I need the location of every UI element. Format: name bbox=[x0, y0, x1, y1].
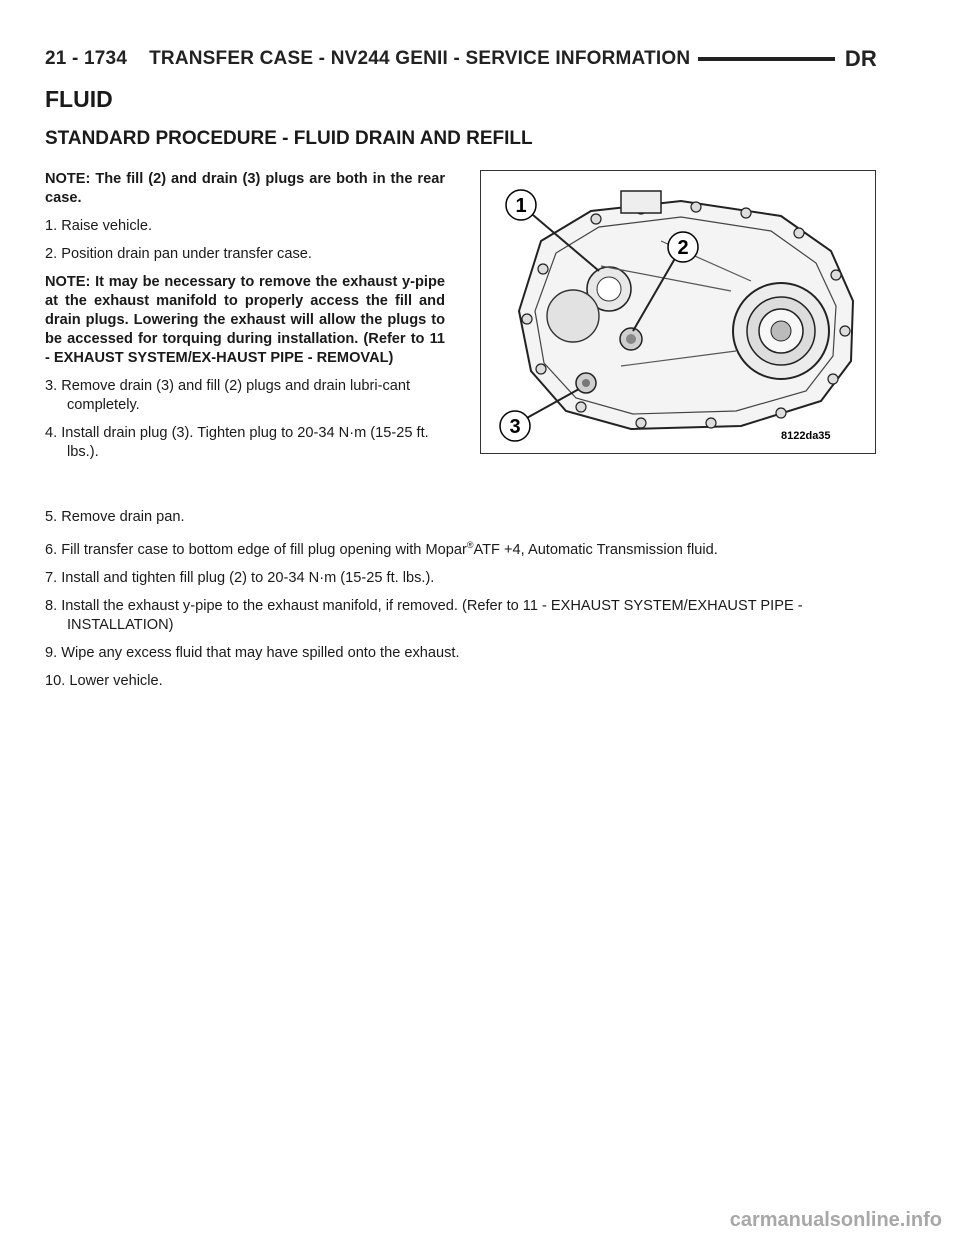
callout-1: 1 bbox=[515, 195, 527, 217]
watermark: carmanualsonline.info bbox=[729, 1209, 942, 1231]
step-3: 3. Remove drain (3) and fill (2) plugs and drain lubri-cant completely. bbox=[45, 378, 411, 413]
step-8: 8. Install the exhaust y-pipe to the exhaust manifold, if removed. (Refer to 11 - EXHAUST SYSTEM/EXHAUST PIPE - INSTALLATION) bbox=[45, 597, 803, 633]
callout-2: 2 bbox=[677, 237, 689, 259]
subsection-title: STANDARD PROCEDURE - FLUID DRAIN AND REFILL bbox=[45, 128, 533, 149]
page-number: 21 - 1734 bbox=[45, 48, 128, 69]
note-exhaust: NOTE: It may be necessary to remove the exhaust y-pipe at the exhaust manifold to properly access the fill and drain plugs. Lowering the exhaust will allow the plugs to be accessed for torquing during installation. (Refer to 11 - EXHAUST SYSTEM/EX-HAUST PIPE - REMOVAL) bbox=[45, 274, 445, 366]
note-plugs: NOTE: The fill (2) and drain (3) plugs are both in the rear case. bbox=[45, 171, 445, 206]
step-10: 10. Lower vehicle. bbox=[45, 672, 163, 689]
callout-3: 3 bbox=[509, 416, 521, 438]
step-1: 1. Raise vehicle. bbox=[45, 218, 153, 234]
registered-mark: ® bbox=[466, 540, 474, 550]
page-header bbox=[45, 44, 877, 74]
header-rule bbox=[698, 57, 835, 61]
header-code: DR bbox=[844, 46, 877, 71]
transfer-case-drawing bbox=[481, 171, 875, 453]
section-title: FLUID bbox=[45, 86, 113, 112]
step-7: 7. Install and tighten fill plug (2) to 20-34 N·m (15-25 ft. lbs.). bbox=[45, 569, 435, 586]
figure-id: 8122da35 bbox=[781, 430, 831, 442]
left-column bbox=[45, 170, 445, 471]
step-9: 9. Wipe any excess fluid that may have spilled onto the exhaust. bbox=[45, 644, 460, 661]
step-5: 5. Remove drain pan. bbox=[45, 509, 185, 525]
transfer-case-figure bbox=[480, 170, 876, 454]
header-title: TRANSFER CASE - NV244 GENII - SERVICE INFORMATION bbox=[149, 48, 691, 69]
steps-continued bbox=[45, 508, 881, 700]
step-4: 4. Install drain plug (3). Tighten plug to 20-34 N·m (15-25 ft. lbs.). bbox=[45, 425, 429, 460]
step-2: 2. Position drain pan under transfer case. bbox=[45, 246, 312, 262]
step-6: 6. Fill transfer case to bottom edge of fill plug opening with Mopar®ATF +4, Automatic Transmission fluid. bbox=[45, 540, 718, 558]
